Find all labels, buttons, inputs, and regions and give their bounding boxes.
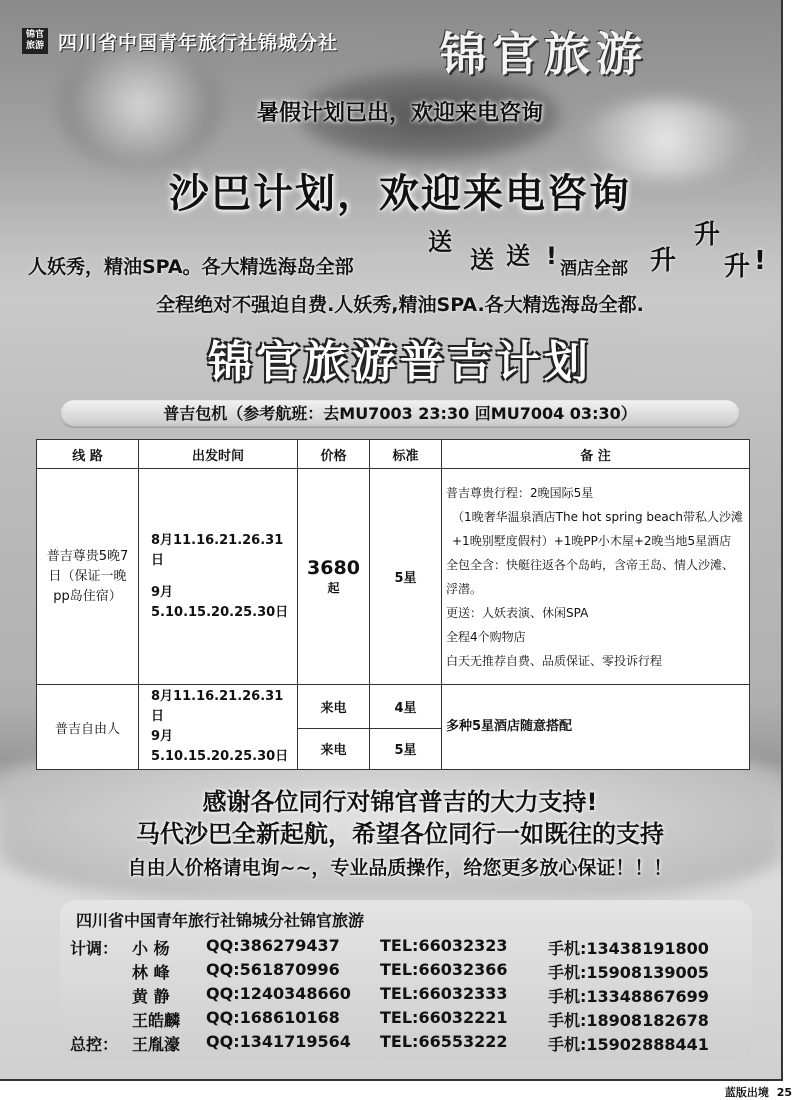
contact-mobile: 手机:13348867699 xyxy=(548,987,709,1006)
header-standard: 标准 xyxy=(370,440,442,469)
logo-text: 锦官旅游 xyxy=(25,30,44,51)
price-value: 3680 xyxy=(307,557,360,579)
route-name: 普吉自由人 xyxy=(37,685,139,770)
contact-name: 王胤濠 xyxy=(132,1035,181,1054)
promo-exclaim-1: ! xyxy=(546,242,557,270)
brand-title: 锦官旅游 xyxy=(440,27,648,81)
dates-september: 9月5.10.15.20.25.30日 xyxy=(151,729,289,764)
contact-role: 总控： xyxy=(70,1035,119,1054)
notes-cell xyxy=(442,469,750,685)
page-number: 25 xyxy=(776,1086,792,1099)
header-price: 价格 xyxy=(298,440,370,469)
promo-song-3: 送 xyxy=(506,242,530,270)
promo-sheng-3: 升 xyxy=(724,252,751,282)
header-route: 线 路 xyxy=(37,440,139,469)
contact-qq: QQ:561870996 xyxy=(206,960,340,979)
contact-name: 小 杨 xyxy=(132,939,170,958)
contact-tel: TEL:66032221 xyxy=(380,1008,508,1027)
saipan-headline: 沙巴计划，欢迎来电咨询 xyxy=(169,171,631,217)
note-line: 更送：人妖表演、休闲SPA xyxy=(446,605,589,620)
table-row xyxy=(37,685,750,729)
notes-cell: 多种5星酒店随意搭配 xyxy=(442,685,750,770)
page-footer xyxy=(725,1084,792,1100)
contact-qq: QQ:386279437 xyxy=(206,936,340,955)
price-cell xyxy=(298,469,370,685)
price-suffix: 起 xyxy=(327,581,340,595)
contact-tel: TEL:66553222 xyxy=(380,1032,508,1051)
contact-mobile: 手机:13438191800 xyxy=(548,939,709,958)
contact-title: 四川省中国青年旅行社锦城分社锦官旅游 xyxy=(76,911,365,930)
thanks-line: 感谢各位同行对锦官普吉的大力支持! xyxy=(202,788,598,816)
promo-song-1: 送 xyxy=(428,228,452,256)
contact-mobile: 手机:15902888441 xyxy=(548,1035,709,1054)
promo-text: 人妖秀，精油SPA。各大精选海岛全部 xyxy=(28,256,354,278)
table-header-row xyxy=(37,440,750,469)
hotel-upgrade-text: 酒店全部 xyxy=(560,259,628,279)
contact-qq: QQ:1341719564 xyxy=(206,1032,351,1051)
contact-box xyxy=(60,900,752,1060)
contact-name: 黄 静 xyxy=(132,987,170,1006)
contact-role: 计调： xyxy=(70,939,119,958)
standard-cell: 5星 xyxy=(370,469,442,685)
note-line: 白天无推荐自费、品质保证、零投诉行程 xyxy=(446,653,663,668)
publication-name: 蓝版出境 xyxy=(724,1086,769,1099)
charter-flight-bar: 普吉包机（参考航班：去MU7003 23:30 回MU7004 03:30） xyxy=(60,400,740,428)
summer-notice: 暑假计划已出，欢迎来电咨询 xyxy=(256,101,543,126)
price-cell: 来电 xyxy=(298,685,370,729)
standard-cell: 5星 xyxy=(370,728,442,769)
maldives-saipan-line: 马代沙巴全新起航，希望各位同行一如既往的支持 xyxy=(136,820,664,848)
header-departure: 出发时间 xyxy=(139,440,298,469)
dates-august: 8月11.16.21.26.31日 xyxy=(151,689,284,724)
promo-song-2: 送 xyxy=(470,246,494,274)
route-name: 普吉尊贵5晚7日（保证一晚pp岛住宿） xyxy=(37,469,139,685)
note-line: 全包全含：快艇往返各个岛屿，含帝王岛、情人沙滩、浮潜。 xyxy=(446,557,735,596)
price-cell: 来电 xyxy=(298,728,370,769)
inquiry-line: 自由人价格请电询~~，专业品质操作，给您更多放心保证！！！ xyxy=(127,857,673,879)
contact-name: 王皓麟 xyxy=(132,1011,181,1030)
promo-sheng-2: 升 xyxy=(694,220,721,250)
contact-tel: TEL:66032323 xyxy=(380,936,508,955)
departure-dates xyxy=(139,469,298,685)
dates-august: 8月11.16.21.26.31日 xyxy=(151,532,284,568)
no-forced-shopping-notice: 全程绝对不强迫自费.人妖秀,精油SPA.各大精选海岛全都. xyxy=(156,294,644,316)
promo-exclaim-2: ! xyxy=(754,246,766,276)
logo-icon xyxy=(22,28,48,54)
contact-qq: QQ:1240348660 xyxy=(206,984,351,1003)
note-line: 全程4个购物店 xyxy=(446,629,526,644)
table-row xyxy=(37,469,750,685)
contact-name: 林 峰 xyxy=(132,963,170,982)
departure-dates xyxy=(139,685,298,770)
standard-cell: 4星 xyxy=(370,685,442,729)
contact-mobile: 手机:15908139005 xyxy=(548,963,709,982)
note-line: 普吉尊贵行程：2晚国际5星 xyxy=(446,485,594,500)
route-table xyxy=(36,439,750,770)
header-notes: 备 注 xyxy=(442,440,750,469)
note-line: （1晚奢华温泉酒店The hot spring beach带私人沙滩+1晚别墅度假村）+1晚PP小木屋+2晚当地5星酒店 xyxy=(452,509,743,548)
contact-tel: TEL:66032366 xyxy=(380,960,508,979)
company-name: 四川省中国青年旅行社锦城分社 xyxy=(58,32,339,54)
contact-mobile: 手机:18908182678 xyxy=(548,1011,709,1030)
promo-sheng-1: 升 xyxy=(650,246,677,276)
dates-september: 9月5.10.15.20.25.30日 xyxy=(151,584,289,620)
contact-qq: QQ:168610168 xyxy=(206,1008,340,1027)
phuket-plan-title: 锦官旅游普吉计划 xyxy=(208,337,592,388)
contact-tel: TEL:66032333 xyxy=(380,984,508,1003)
